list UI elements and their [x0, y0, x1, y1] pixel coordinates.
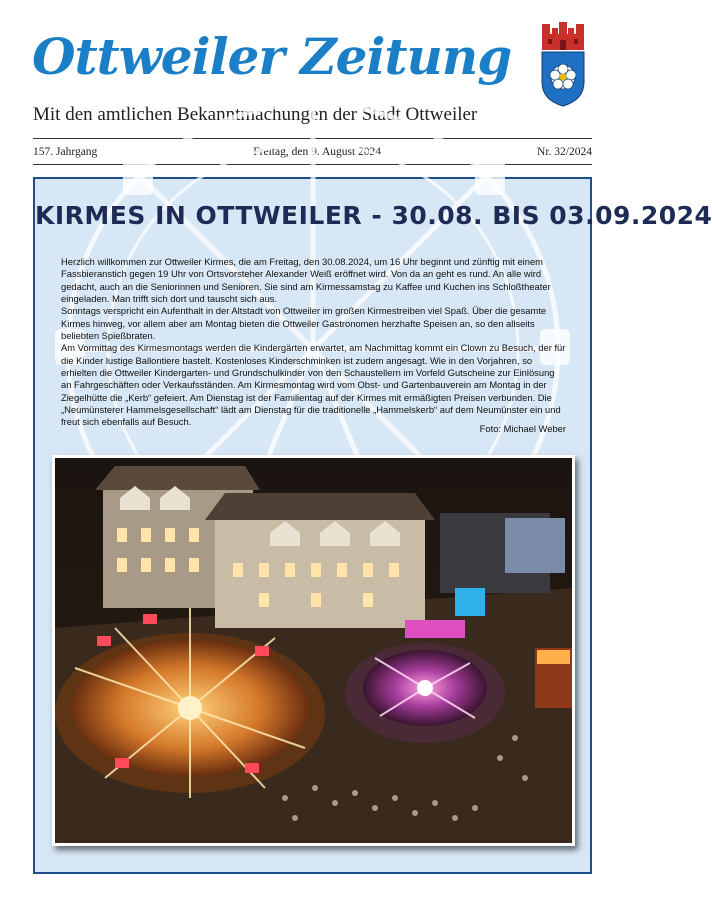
article-paragraph: Herzlich willkommen zur Ottweiler Kirmes, die am Freitag, den 30.08.2024, um 16 Uhr beginnt und zünftig mit einem Fassbieranstich gegen 19 Uhr von Ortsvorsteher Alexander Weiß eröffnet wird. Von da an geht es rund. An alle wird gedacht, auch an die Seniorinnen und Senioren. Sie sind am Kirmessamstag zu Kaffee und Kuchen ins Schloßtheater eingeladen. Man trifft sich dort und tauscht sich aus.	[61, 256, 551, 305]
issue-date: Freitag, den 9. August 2024	[253, 146, 382, 158]
issue-number: Nr. 32/2024	[537, 146, 592, 158]
kirmes-night-photo	[55, 458, 572, 843]
cover-photo-frame	[52, 455, 575, 846]
newspaper-title: Ottweiler Zeitung	[32, 27, 512, 86]
newspaper-subtitle: Mit den amtlichen Bekanntmachungen der Stadt Ottweiler	[33, 104, 478, 125]
cover-headline: KIRMES IN OTTWEILER - 30.08. BIS 03.09.2024	[35, 201, 712, 230]
article-paragraph: Am Vormittag des Kirmesmontags werden die Kindergärten erwartet, am Nachmittag kommt ein Clown zu Besuch, der für die Kinder lustige Ballontiere bastelt. Kostenloses Kinderschminken ist zudem angesagt. Wie in den Vorjahren, so erhielten die Ottweiler Kindergarten- und Grundschulkinder von den Schaustellern im Vorfeld Gutscheine zur Einlösung an Fahrgeschäften oder Verkaufsständen. Am Kirmesmontag wird vom Obst- und Gartenbauverein am Montag in der Ziegelhütte die „Kerb“ gefeiert. Am Dienstag ist der Familientag auf der Kirmes mit ermäßigten Preisen verbunden. Die „Neumünsterer Hammelsgesellschaft“ lädt am Dienstag für die traditionelle „Hammelskerb“ auf dem Neumünster ein und freut sich ebenfalls auf Besuch.	[61, 342, 566, 428]
article-paragraph: Sonntags verspricht ein Aufenthalt in der Altstadt von Ottweiler im großen Kirmestreiben viel Spaß. Über die gesamte Kirmes hinweg, vor allem aber am Montag bieten die Ottweiler Gastronomen herzhafte Speisen an, so den allseits beliebten Spießbraten.	[61, 305, 547, 342]
cover-article-body	[61, 256, 566, 429]
cover-story	[33, 177, 712, 874]
issue-volume: 157. Jahrgang	[33, 146, 98, 158]
town-coat-of-arms-icon	[538, 20, 588, 106]
photo-credit: Foto: Michael Weber	[479, 423, 566, 434]
